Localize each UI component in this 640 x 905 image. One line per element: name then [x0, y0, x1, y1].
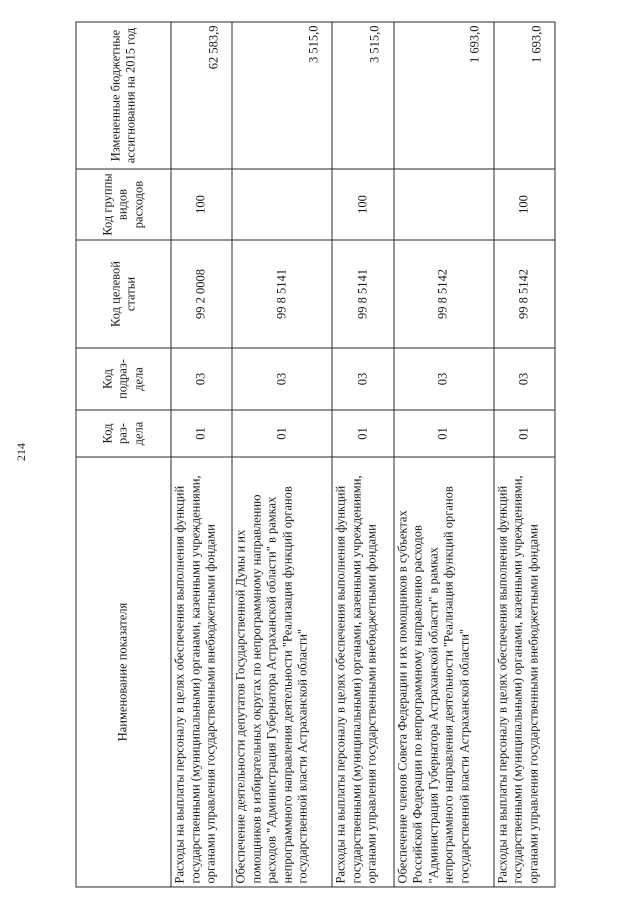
row-name: Расходы на выплаты персоналу в целях обеспечения выполнения функций государственными (муниципальными) органами, казенными учреждениями, органами управления государственными внебюджетными фондами — [171, 457, 232, 887]
header-budget-amount: Измененные бюджетные ассигнования на 2015 год — [76, 22, 171, 169]
table-wrapper — [75, 22, 555, 887]
header-expense-group-code: Код группы видов расходов — [76, 169, 171, 240]
row-subsection: 03 — [332, 348, 393, 410]
row-group — [232, 169, 332, 240]
row-section: 01 — [332, 410, 393, 457]
table-row — [171, 22, 232, 887]
row-section: 01 — [493, 410, 554, 457]
row-group: 100 — [493, 169, 554, 240]
header-section-code: Код раз-дела — [76, 410, 171, 457]
row-target: 99 8 5142 — [393, 240, 493, 348]
row-amount: 3 515,0 — [332, 22, 393, 169]
row-target: 99 8 5142 — [493, 240, 554, 348]
row-target: 99 2 0008 — [171, 240, 232, 348]
row-group — [393, 169, 493, 240]
row-subsection: 03 — [232, 348, 332, 410]
header-target-article-code: Код целевой статьи — [76, 240, 171, 348]
row-subsection: 03 — [493, 348, 554, 410]
row-subsection: 03 — [393, 348, 493, 410]
table-row — [332, 22, 393, 887]
row-subsection: 03 — [171, 348, 232, 410]
row-section: 01 — [232, 410, 332, 457]
table-row — [232, 22, 332, 887]
row-amount: 62 583,9 — [171, 22, 232, 169]
row-section: 01 — [393, 410, 493, 457]
row-name: Расходы на выплаты персоналу в целях обеспечения выполнения функций государственными (муниципальными) органами, казенными учреждениями, органами управления государственными внебюджетными фондами — [493, 457, 554, 887]
row-amount: 1 693,0 — [493, 22, 554, 169]
row-target: 99 8 5141 — [332, 240, 393, 348]
table-row — [493, 22, 554, 887]
header-subsection-code: Код подраз-дела — [76, 348, 171, 410]
row-section: 01 — [171, 410, 232, 457]
rotated-page — [75, 22, 555, 887]
row-name: Расходы на выплаты персоналу в целях обеспечения выполнения функций государственными (муниципальными) органами, казенными учреждениями, органами управления государственными внебюджетными фондами — [332, 457, 393, 887]
header-row — [76, 22, 171, 887]
row-name: Обеспечение членов Совета Федерации и их помощников в субъектах Российской Федерации по непрограммному направлению расходов "Администрация Губернатора Астраханской области" в рамках непрограммного направления деятельности "Реализация функций органов государственной власти Астраханской области" — [393, 457, 493, 887]
row-target: 99 8 5141 — [232, 240, 332, 348]
row-amount: 1 693,0 — [393, 22, 493, 169]
row-name: Обеспечение деятельности депутатов Государственной Думы и их помощников в избирательных округах по непрограммному направлению расходов "Администрация Губернатора Астраханской области" в рамках непрограммного направления деятельности "Реализация функций органов государственной власти Астраханской области" — [232, 457, 332, 887]
row-group: 100 — [332, 169, 393, 240]
table-row — [393, 22, 493, 887]
page-number: 214 — [14, 443, 28, 461]
row-amount: 3 515,0 — [232, 22, 332, 169]
budget-table — [75, 21, 555, 887]
row-group: 100 — [171, 169, 232, 240]
header-indicator-name: Наименование показателя — [76, 457, 171, 887]
